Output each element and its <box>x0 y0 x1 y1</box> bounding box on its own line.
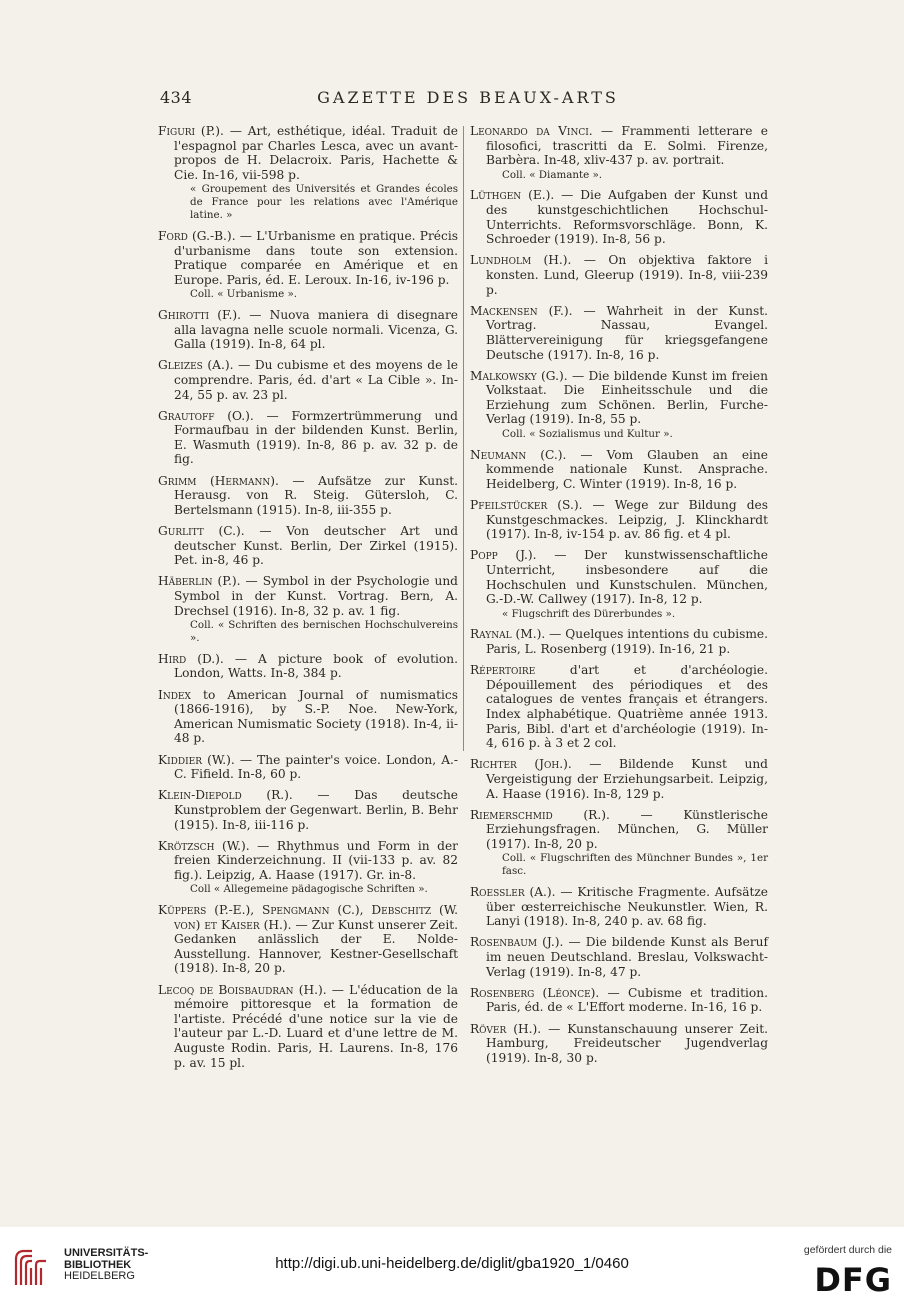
entry-text: — Die Aufgaben der Kunst und des kunstgeschichtlichen Hochschul-Unterrichts. Reformsvorschläge. Bonn, K. Schroeder (1919). In-8, 56 p. <box>486 188 768 247</box>
entry-text: — A picture book of evolution. London, Watts. In-8, 384 p. <box>174 651 458 681</box>
entry-author: Küppers (P.-E.), Spengmann (C.), Debschitz (W. von) et Kaiser (H.). <box>158 903 458 932</box>
bibliography-entry <box>158 574 458 645</box>
bibliography-entry <box>470 304 768 362</box>
entry-text: — L'Urbanisme en pratique. Précis d'urbanisme dans toute son extension. Pratique comparée en Amérique et en Europe. Paris, éd. E. Leroux. In-16, iv-196 p. <box>174 228 458 287</box>
bibliography-entry <box>470 986 768 1015</box>
bibliography-entry <box>470 253 768 297</box>
entry-author: Lecoq de Boisbaudran (H.). <box>158 982 327 997</box>
entry-text: — Rhythmus und Form in der freien Kinderzeichnung. II (vii-133 p. av. 82 fig.). Leipzig, A. Haase (1917). Gr. in-8. <box>174 838 458 882</box>
entry-note: Coll. « Diamante ». <box>502 168 603 181</box>
entry-author: Index <box>158 687 191 702</box>
bibliography-entry <box>470 757 768 801</box>
entry-text: — Die bildende Kunst im freien Volkstaat. Die Einheitsschule und die Erziehung zum Schönen. Berlin, Furche-Verlag (1919). In-8, 55 p. <box>486 368 768 427</box>
bibliography-entry <box>470 885 768 929</box>
entry-author: Lundholm (H.). <box>470 253 572 268</box>
entry-author: Gurlitt (C.). <box>158 524 245 539</box>
entry-text: — Wege zur Bildung des Kunstgeschmackes. Leipzig, J. Klinckhardt (1917). In-8, iv-154 p. av. 86 fig. et 4 pl. <box>486 498 768 542</box>
entry-note: « Groupement des Universités et Grandes écoles de France pour les relations avec l'Amérique latine. » <box>190 183 458 222</box>
bibliography-entry <box>158 788 458 832</box>
bibliography-entry <box>158 358 458 402</box>
funding-note: gefördert durch die <box>803 1244 892 1256</box>
entry-text: — Formzertrümmerung und Formaufbau in der bildenden Kunst. Berlin, E. Wasmuth (1919). In-8, 86 p. av. 32 p. de fig. <box>174 408 458 467</box>
entry-text: — Du cubisme et des moyens de le comprendre. Paris, éd. d'art « La Cible ». In-24, 55 p. av. 23 pl. <box>174 358 458 402</box>
entry-text: — Der kunstwissenschaftliche Unterricht, insbesondere auf die Hochschulen und Kunstschulen. München, G.-D.-W. Callwey (1917). In-8, 12 p. <box>486 548 768 607</box>
entry-author: Roessler (A.). <box>470 885 556 900</box>
entry-author: Leonardo da Vinci. <box>470 124 593 138</box>
bibliography-entry <box>158 124 458 222</box>
entry-author: Röver (H.). <box>470 1021 542 1036</box>
entry-author: Ford (G.-B.). <box>158 228 236 243</box>
entry-text: — The painter's voice. London, A.-C. Fifield. In-8, 60 p. <box>174 752 458 782</box>
running-title: GAZETTE DES BEAUX-ARTS <box>317 88 619 107</box>
entry-text: — Wahrheit in der Kunst. Vortrag. Nassau, Evangel. Blättervereinigung für kriegsgefangene Deutsche (1917). In-8, 16 p. <box>486 303 768 362</box>
entry-note: « Flugschrift des Dürerbundes ». <box>502 607 676 620</box>
entry-author: Häberlin (P.). <box>158 574 241 589</box>
library-line-2: BIBLIOTHEK <box>64 1258 132 1271</box>
library-line-3: HEIDELBERG <box>64 1270 135 1282</box>
entry-note: Coll. « Schriften des bernischen Hochschulvereins ». <box>190 619 458 645</box>
bibliography-entry <box>470 124 768 182</box>
entry-author: Grautoff (O.). <box>158 408 254 423</box>
bibliography-entry <box>158 753 458 782</box>
entry-text: — On objektiva faktore i konsten. Lund, Gleerup (1919). In-8, viii-239 p. <box>486 253 769 297</box>
entry-text: — Das deutsche Kunstproblem der Gegenwart. Berlin, B. Behr (1915). In-8, iii-116 p. <box>174 788 459 832</box>
entry-text: — Symbol in der Psychologie und Symbol in der Kunst. Vortrag. Bern, A. Drechsel (1916). In-8, 32 p. av. 1 fig. <box>174 574 458 618</box>
entry-author: Klein-Diepold (R.). <box>158 788 293 803</box>
entry-author: Lüthgen (E.). <box>470 188 555 203</box>
entry-text: — Kunstanschauung unserer Zeit. Hamburg, Freideutscher Jugendverlag (1919). In-8, 30 p. <box>486 1021 768 1065</box>
entry-text: — Zur Kunst unserer Zeit. Gedanken anlässlich der E. Nolde-Ausstellung. Hannover, Kestner-Gesellschaft (1918). In-8, 20 p. <box>174 917 458 976</box>
entry-text: d'art et d'archéologie. Dépouillement des périodiques et des catalogues de ventes français et étrangers. Index alphabétique. Quatrième année 1913. Paris, Bibl. d'art et d'archéologie (1919). In-4, 616 p. à 3 et 2 col. <box>486 663 768 751</box>
entry-author: Gleizes (A.). <box>158 358 234 373</box>
entry-text: — Aufsätze zur Kunst. Herausg. von R. Steig. Gütersloh, C. Bertelsmann (1915). In-8, iii-355 p. <box>174 473 458 517</box>
entry-author: Rosenbaum (J.). <box>470 935 564 950</box>
entry-text: to American Journal of numismatics (1866-1916), by S.-P. Noe. New-York, American Numismatic Society (1918). In-4, ii-48 p. <box>174 687 458 746</box>
entry-text: — Art, esthétique, idéal. Traduit de l'espagnol par Charles Lesca, avec un avant-propos de H. Delacroix. Paris, Hachette & Cie. In-16, vii-598 p. <box>174 124 458 182</box>
bibliography-entry <box>158 474 458 518</box>
bibliography-entry <box>470 663 768 751</box>
column-divider <box>463 126 464 751</box>
entry-author: Riemerschmid (R.). <box>470 807 610 822</box>
bibliography-entry <box>470 448 768 492</box>
entry-author: Popp (J.). <box>470 548 537 563</box>
bibliography-entry <box>158 229 458 301</box>
entry-author: Ghirotti (F.). <box>158 307 242 322</box>
bibliography-entry <box>470 627 768 656</box>
entry-text: — Cubisme et tradition. Paris, éd. de « L'Effort moderne. In-16, 16 p. <box>486 985 768 1015</box>
entry-author: Raynal (M.). <box>470 627 546 642</box>
bibliography-entry <box>158 308 458 352</box>
entry-note: Coll « Allegemeine pädagogische Schriften ». <box>190 883 428 896</box>
bibliography-entry <box>158 524 458 568</box>
page-number: 434 <box>160 88 193 107</box>
bibliography-entry <box>470 498 768 542</box>
entry-note: Coll. « Flugschriften des Münchner Bundes », 1er fasc. <box>502 852 768 878</box>
page-header <box>160 88 776 112</box>
entry-author: Malkowsky (G.). <box>470 368 568 383</box>
bibliography-entry <box>470 808 768 879</box>
entry-text: — Frammenti letterare e filosofici, trascritti da E. Solmi. Firenze, Barbèra. In-48, xliv-437 p. av. portrait. <box>486 124 768 168</box>
entry-author: Mackensen (F.). <box>470 303 573 318</box>
entry-author: Figuri (P.). <box>158 124 224 138</box>
bibliography-entry <box>470 935 768 979</box>
entry-author: Hird (D.). <box>158 651 224 666</box>
entry-text: — Nuova maniera di disegnare alla lavagna nelle scuole normali. Vicenza, G. Galla (1919). In-8, 64 pl. <box>174 307 458 352</box>
entry-author: Pfeilstücker (S.). <box>470 498 583 513</box>
bibliography-entry <box>158 688 458 746</box>
left-column <box>158 124 458 1077</box>
entry-author: Grimm (Hermann). <box>158 473 279 488</box>
bibliography-entry <box>470 548 768 620</box>
bibliography-entry <box>158 409 458 467</box>
entry-note: Coll. « Sozialismus und Kultur ». <box>502 428 673 441</box>
entry-text: — L'éducation de la mémoire pittoresque et la formation de l'artiste. Précédé d'une notice sur la vie de l'auteur par L.-D. Luard et d'une lettre de M. Auguste Rodin. Paris, H. Laurens. In-8, 176 p. av. 15 pl. <box>174 982 458 1070</box>
entry-text: — Bildende Kunst und Vergeistigung der Erziehungsarbeit. Leipzig, A. Haase (1916). In-8, 129 p. <box>486 757 768 801</box>
entry-text: — Vom Glauben an eine kommende nationale Kunst. Ansprache. Heidelberg, C. Winter (1919). In-8, 16 p. <box>486 447 768 491</box>
entry-text: — Von deutscher Art und deutscher Kunst. Berlin, Der Zirkel (1915). Pet. in-8, 46 p. <box>174 524 458 568</box>
bibliography-entry <box>158 983 458 1071</box>
entry-author: Kiddier (W.). <box>158 752 235 767</box>
entry-author: Krötzsch (W.). <box>158 838 250 853</box>
bibliography-entry <box>158 903 458 976</box>
entry-text: — Quelques intentions du cubisme. Paris, L. Rosenberg (1919). In-16, 21 p. <box>486 627 768 656</box>
entry-author: Répertoire <box>470 663 536 678</box>
permalink-url[interactable]: http://digi.ub.uni-heidelberg.de/diglit/gba1920_1/0460 <box>275 1255 629 1272</box>
viewer-footer <box>0 1227 904 1302</box>
library-line-1: UNIVERSITÄTS- <box>64 1247 149 1259</box>
entry-text: — Künstlerische Erziehungsfragen. München, G. Müller (1917). In-8, 20 p. <box>486 807 768 851</box>
bibliography-entry <box>158 839 458 897</box>
bibliography-entry <box>470 188 768 246</box>
entry-text: — Die bildende Kunst als Beruf im neuen Deutschland. Breslau, Volkswacht-Verlag (1919). In-8, 47 p. <box>486 935 769 979</box>
bibliography-entry <box>470 369 768 441</box>
entry-author: Richter (Joh.). <box>470 757 572 772</box>
entry-note: Coll. « Urbanisme ». <box>190 288 298 301</box>
entry-author: Neumann (C.). <box>470 447 567 462</box>
right-column <box>470 124 768 1072</box>
entry-text: — Kritische Fragmente. Aufsätze über œsterreichische Neukunstler. Wien, R. Lanyi (1918). In-8, 240 p. av. 68 fig. <box>486 885 768 929</box>
dfg-logo: DFG <box>814 1261 892 1299</box>
bibliography-entry <box>158 652 458 681</box>
entry-author: Rosenberg (Léonce). <box>470 985 600 1000</box>
bibliography-entry <box>470 1022 768 1066</box>
